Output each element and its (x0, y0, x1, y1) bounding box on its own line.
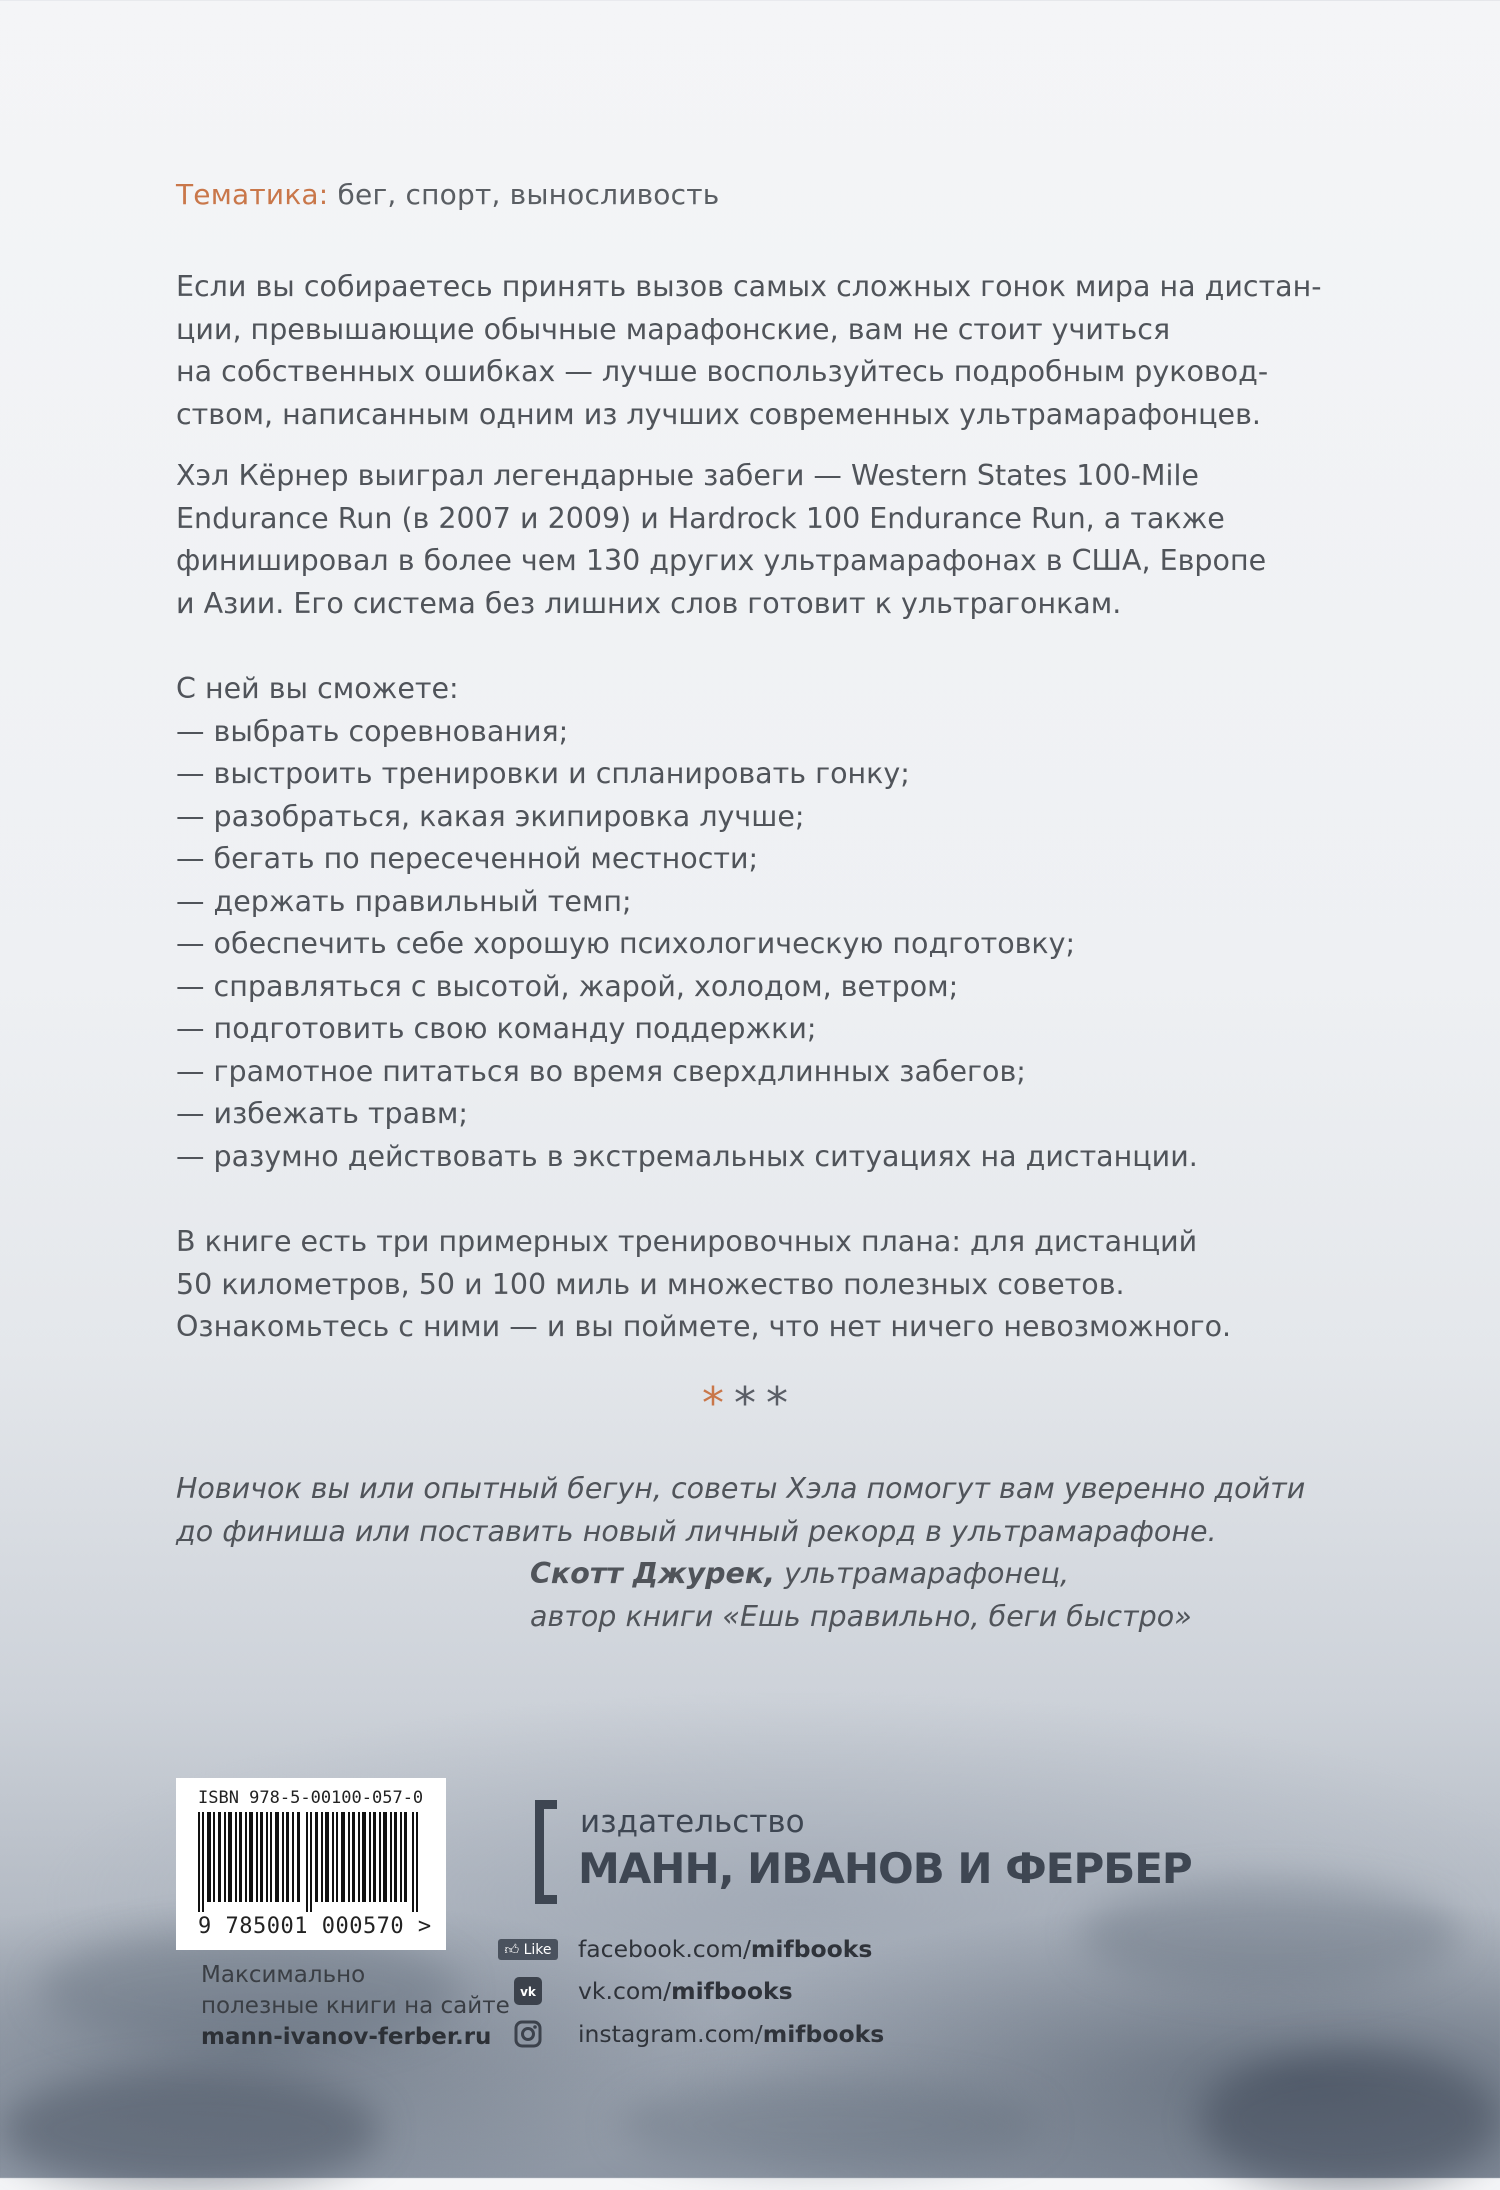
list-item: — разобраться, какая экипировка лучше; (176, 799, 805, 833)
social-link-facebook[interactable] (498, 1935, 872, 1963)
isbn-barcode (176, 1778, 446, 1950)
vk-icon (498, 1977, 558, 2005)
text-line: Ознакомьтесь с ними — и вы поймете, что нет ничего невозможного. (176, 1310, 1232, 1343)
testimonial-quote (176, 1468, 1326, 1553)
text-line: финишировал в более чем 130 других ультрамарафонах в США, Европе (176, 544, 1267, 577)
like-icon (498, 1939, 558, 1960)
topic-value: бег, спорт, выносливость (337, 178, 720, 211)
text-line: ством, написанным одним из лучших современных ультрамарафонцев. (176, 397, 1261, 431)
social-prefix: vk.com/ (578, 1977, 672, 2005)
quote-line: Новичок вы или опытный бегун, советы Хэла помогут вам уверенно дойти (176, 1472, 1306, 1505)
list-item: — бегать по пересеченной местности; (176, 842, 759, 875)
social-handle: mifbooks (762, 2020, 885, 2048)
topic-label: Тематика: (176, 178, 329, 211)
list-item: — справляться с высотой, жарой, холодом, ветром; (176, 969, 959, 1003)
star-icon: * (766, 1378, 798, 1429)
site-line-1: Максимально (201, 1962, 366, 1988)
list-item: — обеспечить себе хорошую психологическую подготовку; (176, 927, 1076, 960)
site-url-link[interactable]: mann-ivanov-ferber.ru (201, 2024, 492, 2050)
barcode-bars (194, 1812, 428, 1912)
star-icon: * (702, 1378, 734, 1429)
list-item: — держать правильный темп; (176, 884, 632, 918)
social-prefix: instagram.com/ (578, 2020, 763, 2048)
text-line: Endurance Run (в 2007 и 2009) и Hardrock 100 Endurance Run, а также (176, 501, 1225, 535)
instagram-icon (498, 2020, 558, 2048)
quote-attribution (530, 1553, 1192, 1638)
text-line: 50 километров, 50 и 100 миль и множество полезных советов. (176, 1267, 1125, 1301)
social-handle: mifbooks (671, 1977, 793, 2005)
intro-paragraph-2 (176, 455, 1326, 625)
mist-shape (0, 2070, 380, 2190)
quote-author-book: автор книги «Ешь правильно, беги быстро» (530, 1599, 1192, 1633)
list-item: — избежать травм; (176, 1097, 468, 1130)
quote-author: Скотт Джурек, (530, 1557, 776, 1590)
text-line: и Азии. Его система без лишних слов готовит к ультрагонкам. (176, 586, 1122, 620)
list-intro: С ней вы сможете: (176, 672, 459, 705)
website-promo (201, 1960, 510, 2053)
publisher-label: издательство (580, 1804, 805, 1840)
mist-shape (1080, 1880, 1460, 1990)
text-line: ции, превышающие обычные марафонские, вам не стоит учиться (176, 312, 1171, 346)
list-item: — грамотное питаться во время сверхдлинных забегов; (176, 1054, 1026, 1088)
quote-line: до финиша или поставить новый личный рекорд в ультрамарафоне. (176, 1514, 1217, 1548)
list-item: — разумно действовать в экстремальных ситуациях на дистанции. (176, 1139, 1198, 1173)
social-link-vk[interactable] (498, 1977, 793, 2005)
section-divider-stars (0, 1378, 1500, 1429)
text-line: Хэл Кёрнер выиграл легендарные забеги — Western States 100-Mile (176, 459, 1199, 492)
star-icon: * (734, 1378, 766, 1429)
like-badge: 👍︎ Like (498, 1939, 557, 1960)
social-prefix: facebook.com/ (578, 1935, 751, 1963)
site-line-2: полезные книги на сайте (201, 1993, 510, 2019)
social-link-instagram[interactable] (498, 2020, 884, 2048)
list-item: — подготовить свою команду поддержки; (176, 1012, 817, 1045)
barcode-digits: 9 785001 000570 > (198, 1914, 432, 1939)
bracket-icon (535, 1800, 557, 1904)
mist-shape (620, 2080, 1040, 2170)
quote-author-role: ультрамарафонец, (775, 1557, 1070, 1590)
list-item: — выбрать соревнования; (176, 714, 569, 748)
list-item: — выстроить тренировки и спланировать гонку; (176, 757, 910, 790)
text-line: Если вы собираетесь принять вызов самых сложных гонок мира на дистан- (176, 270, 1322, 303)
plans-paragraph (176, 1221, 1326, 1349)
text-line: В книге есть три примерных тренировочных плана: для дистанций (176, 1225, 1198, 1258)
benefits-list (176, 668, 1326, 1178)
text-line: на собственных ошибках — лучше воспользуйтесь подробным руковод- (176, 355, 1269, 388)
intro-paragraph-1 (176, 266, 1326, 436)
social-handle: mifbooks (750, 1935, 873, 1963)
publisher-name: МАНН, ИВАНОВ И ФЕРБЕР (578, 1844, 1192, 1893)
isbn-text: ISBN 978-5-00100-057-0 (198, 1788, 424, 1808)
svg-text:vk: vk (520, 1985, 536, 1999)
mist-shape (1200, 2050, 1500, 2190)
topic-line (176, 178, 1326, 211)
